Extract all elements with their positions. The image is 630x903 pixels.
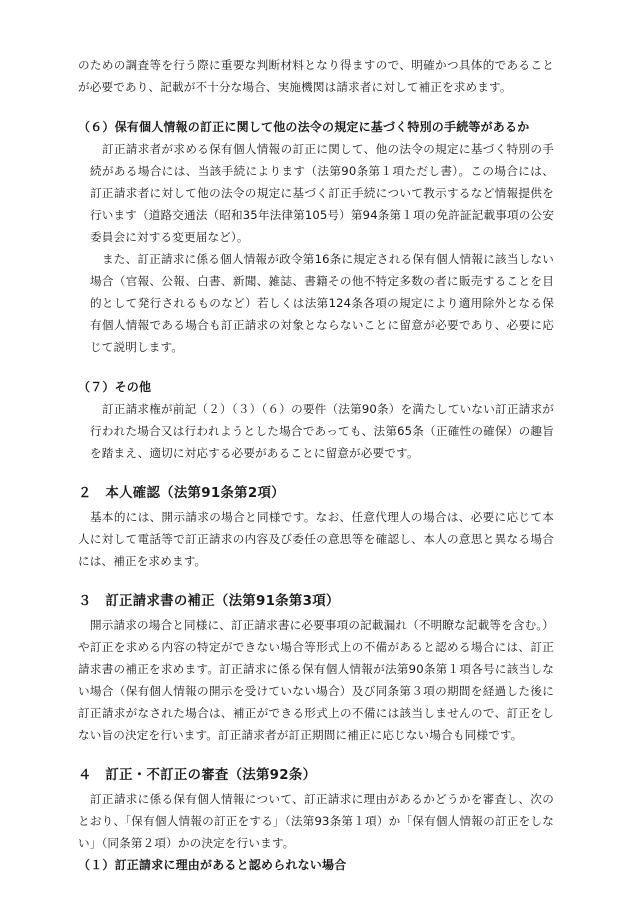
section-2-heading: ２ 本人確認（法第91条第2項） [78, 486, 285, 501]
subsection-7-heading: （７）その他 [78, 380, 152, 394]
section-3-heading: ３ 訂正請求書の補正（法第91条第3項） [78, 594, 340, 609]
subsection-6-heading: （６）保有個人情報の訂正に関して他の法令の規定に基づく特別の手続等があるか [78, 120, 530, 134]
subsection-6-body [78, 138, 554, 358]
section-4-subsection-1-heading: （１）訂正請求に理由があると認められない場合 [78, 858, 347, 872]
subsection-7-paragraph: 訂正請求権が前記（２）（３）（６）の要件（法第90条）を満たしていない訂正請求が行われた場合又は行われようとした場合であっても、法第65条（正確性の確保）の趣旨を踏まえ、適切に対応する必要があることに留意が必要です。 [90, 402, 554, 460]
spacer [78, 572, 554, 590]
section-3-paragraph: 開示請求の場合と同様に、訂正請求書に必要事項の記載漏れ（不明瞭な記載等を含む。）や訂正を求める内容の特定ができない場合等形式上の不備があると認める場合には、訂正請求書の補正を求めます。訂正請求に係る保有個人情報が法第90条第１項各号に該当しない場合（保有個人情報の開示を受けていない場合）及び同条第３項の期間を経過した後に訂正請求がなされた場合は、補正ができる形式上の不備には該当しませんので、訂正をしない旨の決定を行います。訂正請求者が訂正期間に補正に応じない場合も同様です。 [78, 618, 554, 742]
spacer [78, 464, 554, 482]
subsection-6-paragraph-1: 訂正請求者が求める保有個人情報の訂正に関して、他の法令の規定に基づく特別の手続がある場合には、当該手続によります（法第90条第１項ただし書）。この場合には、訂正請求者に対して他の法令の規定に基づく訂正手続について教示するなど情報提供を行います（道路交通法（昭和35年法律第105号）第94条第１項の免許証記載事項の公安委員会に対する変更届など）。 [90, 142, 554, 244]
spacer [78, 358, 554, 376]
subsection-7-body [78, 398, 554, 464]
section-4-heading: ４ 訂正・不訂正の審査（法第92条） [78, 768, 317, 783]
intro-paragraph: のための調査等を行う際に重要な判断材料となり得ますので、明確かつ具体的であることが必要であり、記載が不十分な場合、実施機関は請求者に対して補正を求めます。 [78, 58, 554, 94]
section-2-paragraph: 基本的には、開示請求の場合と同様です。なお、任意代理人の場合は、必要に応じて本人に対して電話等で訂正請求の内容及び委任の意思等を確認し、本人の意思と異なる場合には、補正を求めます。 [78, 510, 554, 568]
spacer [78, 746, 554, 764]
subsection-6-paragraph-2: また、訂正請求に係る個人情報が政令第16条に規定される保有個人情報に該当しない場合（官報、公報、白書、新聞、雑誌、書籍その他不特定多数の者に販売することを目的として発行されるものなど）若しくは法第124条各項の規定により適用除外となる保有個人情報である場合も訂正請求の対象とならないことに留意が必要であり、必要に応じて説明します。 [90, 252, 554, 354]
spacer [78, 98, 554, 116]
section-4-paragraph: 訂正請求に係る保有個人情報について、訂正請求に理由があるかどうかを審査し、次のとおり、「保有個人情報の訂正をする」（法第93条第１項）か「保有個人情報の訂正をしない」（同条第２項）かの決定を行います。 [78, 792, 554, 850]
